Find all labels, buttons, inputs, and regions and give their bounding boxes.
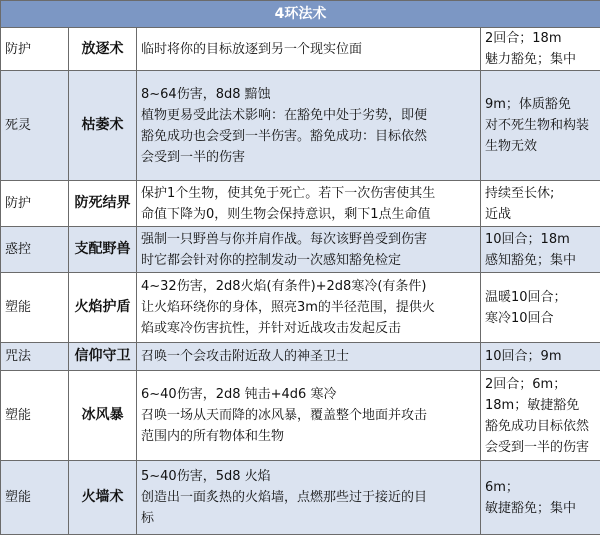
spell-description-line: 时它都会针对你的控制发动一次感知豁免检定 <box>141 250 476 271</box>
spell-school: 塑能 <box>1 371 69 461</box>
spell-description-line: 植物更易受此法术影响：在豁免中处于劣势，即便 <box>141 105 476 126</box>
spell-info-line: 6m； <box>485 477 596 498</box>
spell-info-line: 10回合；18m <box>485 229 596 250</box>
spell-school: 塑能 <box>1 461 69 535</box>
spell-description-line: 4~32伤害，2d8火焰(有条件)+2d8寒冷(有条件) <box>141 276 476 297</box>
spell-description-line: 创造出一面炙热的火焰墙，点燃那些过于接近的目 <box>141 487 476 508</box>
spell-description <box>137 227 481 273</box>
spell-info-line: 近战 <box>485 204 596 225</box>
spell-name: 火焰护盾 <box>69 273 137 343</box>
spell-row <box>1 371 600 461</box>
spell-row <box>1 227 600 273</box>
spell-row <box>1 461 600 535</box>
spell-duration-range <box>481 273 600 343</box>
spell-description-line: 命值下降为0，则生物会保持意识，剩下1点生命值 <box>141 204 476 225</box>
spell-description-line: 8~64伤害，8d8 黯蚀 <box>141 84 476 105</box>
spell-info-line: 2回合；18m <box>485 28 596 49</box>
spell-rows <box>1 28 600 535</box>
spell-duration-range <box>481 28 600 71</box>
spell-name: 防死结界 <box>69 181 137 227</box>
table-title: 4环法术 <box>1 1 600 28</box>
spell-duration-range <box>481 371 600 461</box>
spell-info-line: 敏捷豁免；集中 <box>485 498 596 519</box>
spell-description <box>137 273 481 343</box>
spell-duration-range <box>481 227 600 273</box>
spell-school: 防护 <box>1 181 69 227</box>
spell-school: 塑能 <box>1 273 69 343</box>
spell-description-line: 5~40伤害，5d8 火焰 <box>141 466 476 487</box>
spell-description-line: 焰或寒冷伤害抗性，并针对近战攻击发起反击 <box>141 318 476 339</box>
spell-description-line: 临时将你的目标放逐到另一个现实位面 <box>141 39 476 60</box>
spell-row <box>1 181 600 227</box>
spell-name: 火墙术 <box>69 461 137 535</box>
spell-description <box>137 71 481 181</box>
spell-duration-range <box>481 343 600 371</box>
spell-name: 冰风暴 <box>69 371 137 461</box>
spell-info-line: 生物无效 <box>485 136 596 157</box>
spell-info-line: 豁免成功目标依然 <box>485 416 596 437</box>
spell-duration-range <box>481 71 600 181</box>
spell-school: 惑控 <box>1 227 69 273</box>
spell-info-line: 持续至长休; <box>485 183 596 204</box>
spell-row <box>1 28 600 71</box>
spell-school: 咒法 <box>1 343 69 371</box>
spell-info-line: 会受到一半的伤害 <box>485 437 596 458</box>
spell-description-line: 标 <box>141 508 476 529</box>
spell-description-line: 召唤一场从天而降的冰风暴，覆盖整个地面并攻击 <box>141 405 476 426</box>
spell-name: 支配野兽 <box>69 227 137 273</box>
spell-description-line: 会受到一半的伤害 <box>141 147 476 168</box>
spell-info-line: 2回合；6m； <box>485 374 596 395</box>
spell-info-line: 感知豁免；集中 <box>485 250 596 271</box>
spell-info-line: 寒冷10回合 <box>485 308 596 329</box>
spell-description <box>137 343 481 371</box>
spell-name: 枯萎术 <box>69 71 137 181</box>
spell-name: 信仰守卫 <box>69 343 137 371</box>
spell-school: 防护 <box>1 28 69 71</box>
spell-row <box>1 71 600 181</box>
spell-duration-range <box>481 181 600 227</box>
table-title-row <box>1 1 600 28</box>
spell-description <box>137 371 481 461</box>
spell-info-line: 10回合；9m <box>485 346 596 367</box>
spell-name: 放逐术 <box>69 28 137 71</box>
spell-info-line: 对不死生物和构装 <box>485 115 596 136</box>
spell-school: 死灵 <box>1 71 69 181</box>
spell-row <box>1 273 600 343</box>
spell-info-line: 9m；体质豁免 <box>485 94 596 115</box>
spell-description-line: 召唤一个会攻击附近敌人的神圣卫士 <box>141 346 476 367</box>
spell-info-line: 魅力豁免；集中 <box>485 49 596 70</box>
spell-description-line: 保护1个生物，使其免于死亡。若下一次伤害使其生 <box>141 183 476 204</box>
spell-description <box>137 461 481 535</box>
spell-description-line: 强制一只野兽与你并肩作战。每次该野兽受到伤害 <box>141 229 476 250</box>
spell-info-line: 18m；敏捷豁免 <box>485 395 596 416</box>
spell-description-line: 让火焰环绕你的身体，照亮3m的半径范围，提供火 <box>141 297 476 318</box>
spell-description-line: 豁免成功也会受到一半伤害。豁免成功：目标依然 <box>141 126 476 147</box>
spell-description <box>137 181 481 227</box>
spell-row <box>1 343 600 371</box>
spell-description-line: 6~40伤害，2d8 钝击+4d6 寒冷 <box>141 384 476 405</box>
spell-info-line: 温暖10回合； <box>485 287 596 308</box>
spell-description-line: 范围内的所有物体和生物 <box>141 426 476 447</box>
spell-description <box>137 28 481 71</box>
spell-duration-range <box>481 461 600 535</box>
